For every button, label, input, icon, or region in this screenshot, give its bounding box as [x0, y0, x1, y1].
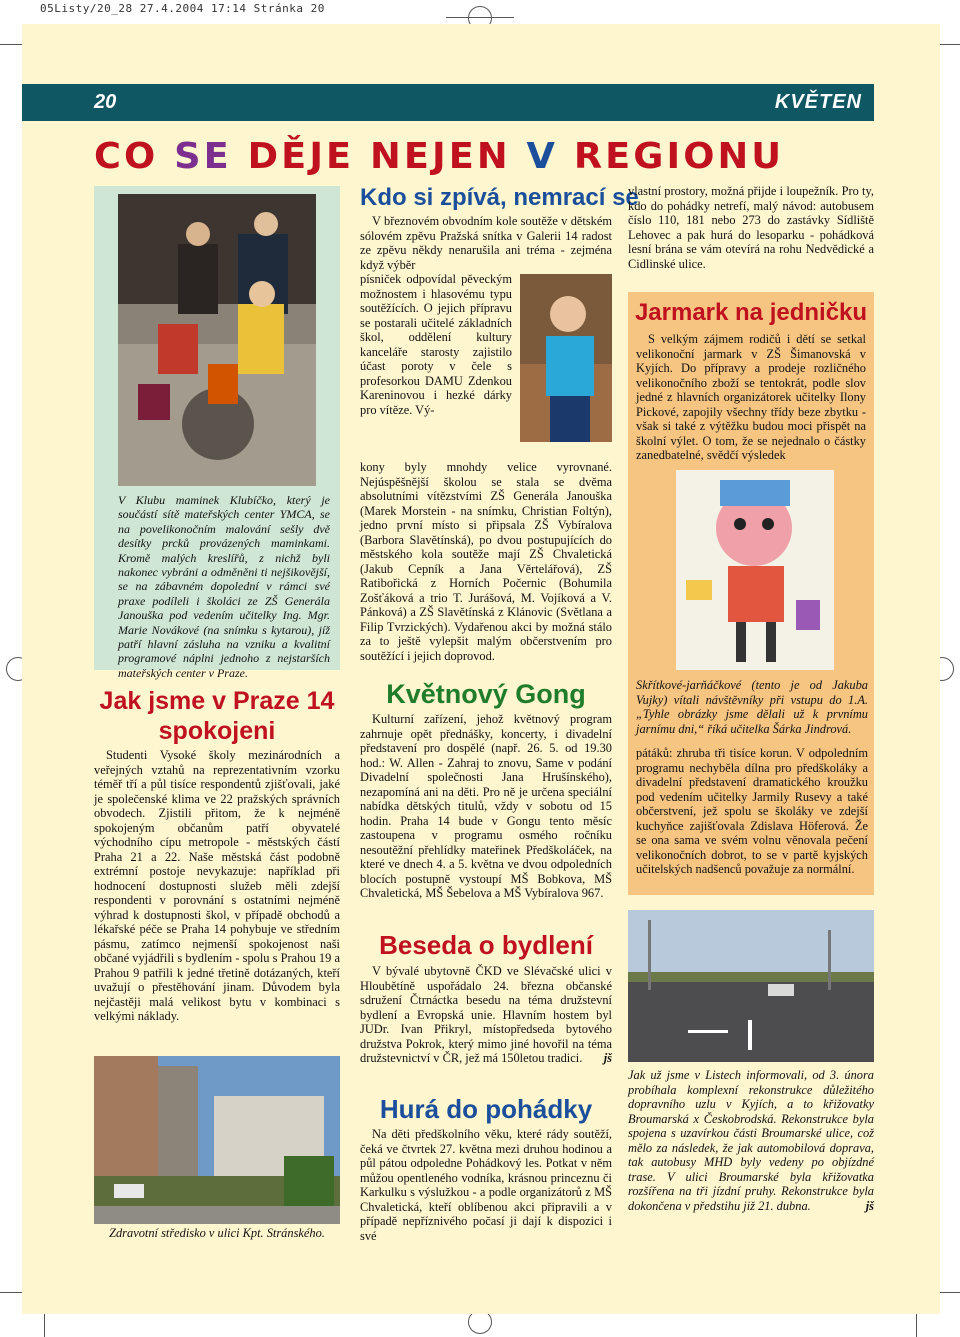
author-signature: jš: [603, 1051, 612, 1065]
photo-health-centre: [94, 1056, 340, 1224]
article-body: [360, 214, 612, 272]
article-title: Jak jsme v Praze 14 spokojeni: [99, 687, 335, 745]
banner-word: REGIONU: [573, 136, 785, 177]
banner-word: CO: [94, 136, 175, 177]
article-paragraph: Studenti Vysoké školy mezinárodních a veřejných vztahů na reprezentativním vzorku téměř tří a půl tisíce respondentů zjišťovali, jaké je společenské klima ve 22 pražských správních obvodech. Zjistili přitom, že k nejméně spokojeným občanům patří obyvatelé východního cípu metropole - městských částí Praha 21 a 22. Naše městská část podobně extrémní postoje nevykazuje: například při hodnocení dostupnosti služeb měli zdejší respondenti v porovnání s ostatními nejméně výhrad k dostupnosti škol, v případě obchodů a lékařské péče se Praha 14 pohybuje ve středním pásmu, zatímco nejmenší spokojenost naši občané vyjádřili s bydlením - spolu s Prahou 19 a Prahou 9 patřili k jedné třetině dotázaných, kteří uvažují o přestěhování jinam. Důvodem byla nejčastěji malá velikost bytu v kombinaci s velkými náklady.: [94, 748, 340, 1023]
banner-word: NEJEN: [370, 136, 527, 177]
banner-word: V: [526, 136, 574, 177]
author-signature: jš: [865, 1198, 874, 1213]
article-paragraph: Kulturní zařízení, jehož květnový program zahrnuje opět přednášky, koncerty, i divadelní představení pro dospělé (např. 26. 5. od 19.30 hod.: W. Allen - Zahraj to znovu, Same v podání Divadelní společnosti Jana Hrušínského), nezapomíná ani na děti. Pro ně je určena speciální nabídka dětských titulů, vždy v sobotu od 15 hodin. Praha 14 bude v Gongu tento měsíc zastoupena v programu osmého ročníku nesoutěžní přehlídky mateřinek Předškoláček, na které ve dnech 4. a 5. května ve dvou odpoledních blocích postupně vystoupí MŠ Bobkova, MŠ Chvaletická, MŠ Šebelova a MŠ Vybíralova 967.: [360, 712, 612, 900]
article-paragraph: V březnovém obvodním kole soutěže v dětském sólovém zpěvu Pražská snítka v Galerii 14 radost ze zpěvu někdy nenarušila ani tréma - zejména když výběr: [360, 214, 612, 272]
photo-singer-boy: [520, 274, 612, 442]
article-paragraph: S velkým zájmem rodičů i dětí se setkal velikonoční jarmark v ZŠ Šimanovská v Kyjích. Do přípravy a prodeje rozličného velikonočního zboží se tentokrát, podle slov jedné z hlavních organizátorek učitelky Ilony Pickové, zapojily všechny třídy beze zbytku - však si také z výtěžku budou moci přispět na školní výlet. O tom, že se nejednalo o částky zanedbatelné, svědčí výsledek: [636, 332, 866, 462]
article-title: Jarmark na jedničku: [634, 299, 868, 326]
photo-child-drawing: [676, 470, 834, 670]
crop-mark: [446, 17, 514, 18]
article-title: Kdo si zpívá, nemrací se: [360, 184, 639, 211]
article-body: [360, 712, 612, 901]
photo2-caption: Zdravotní středisko v ulici Kpt. Stránského.: [109, 1226, 325, 1240]
photo1-caption: V Klubu maminek Klubíčko, který je součástí sítě mateřských center YMCA, se na povelikonočním malování sešly dvě desítky prcků provázených maminkami. Kromě malých kreslířů, z nichž byli nakonec vybráni a odměněni ti nejšikovější, se na zábavném dopolední v rámci své praxe podíleli i školáci ze ZŠ Generála Janouška pod vedením učitelky Ing. Mgr. Marie Novákové (na snímku s kytarou), jíž patří hlavní zásluha na vzniku a kvalitní programové náplni jednoho z nejstarších mateřských center v Praze.: [118, 493, 330, 680]
article-title: Květnový Gong: [386, 679, 586, 709]
article-body-wrap: písniček odpovídal pěveckým možnostem i hlasovému typu soutěžících. O jejich přípravu se postarali učitelé základních škol, oddělení kultury kanceláře starosty zajistilo účast poroty v čele s profesorkou DAMU Zdenkou Kareninovou i hezké dárky pro vítěze. Vý-: [360, 272, 512, 417]
drawing-caption: Skřítkové-jarňáčkové (tento je od Jakuba Vujky) vítali návštěvníky při vstupu do 1.A. „Tyhle obrázky jsme dělali už k prvnímu jarnímu dni,“ říká učitelka Šárka Jindrová.: [636, 678, 868, 736]
article-paragraph: Na děti předškolního věku, které rády soutěží, čeká ve čtvrtek 27. května mezi druhou hodinou a půl pátou odpoledne Pohádkový les. Potkat v něm můžou opentleného vodníka, krásnou princeznu či Karkulku s výslužkou - a podle organizátorů z MŠ Chvaletická, kteří oblíbenou akci připravili a v případě nepříznivého počasí ji dají k dispozici i své: [360, 1127, 612, 1243]
month-label: KVĚTEN: [774, 91, 862, 113]
article-body: [360, 964, 612, 1066]
print-slug: 05Listy/20_28 27.4.2004 17:14 Stránka 20: [40, 2, 325, 15]
section-banner: [94, 136, 890, 176]
article-continuation: vlastní prostory, možná přijde i loupežník. Pro ty, kdo do pohádky netrefí, malý návod: autobusem číslo 110, 181 nebo 273 do zastávky Sídliště Lehovec a pak hurá do lesoparku - pohádková lesní brána se vám otevírá na rohu Nedvědické a Cidlinské ulice.: [628, 184, 874, 271]
page-number: 20: [94, 91, 117, 113]
banner-word: SE: [174, 136, 248, 177]
article-body: [636, 332, 866, 463]
article-body: [94, 748, 340, 1024]
photo3-caption-text: Jak už jsme v Listech informovali, od 3. února probíhala komplexní rekonstrukce důležitého dopravního uzlu v Kyjích, a to křižovatky Broumarská x Českobrodská. Rekonstrukce byla spojena s uzavírkou části Broumarské ulice, což mělo za následek, že jak automobilová doprava, tak autobusy MHD byly vedeny po objízdné trase. V ulici Broumarské byla křižovatka rozšířena na tři jízdní pruhy. Rekonstrukce byla dokončena v předstihu již 21. dubna.: [628, 1068, 874, 1213]
article-title: Hurá do pohádky: [379, 1094, 593, 1124]
article-body: [360, 1127, 612, 1243]
header-bar: [22, 84, 874, 121]
article-title: Beseda o bydlení: [379, 930, 593, 960]
article-paragraph: [360, 964, 612, 1066]
photo-children-drawing: [118, 194, 316, 486]
article-body-cont: pátáků: zhruba tři tisíce korun. V odpoledním programu nechyběla dílna pro předškoláky a divadelní představení dramatického kroužku pod vedením učitelky Jarmily Rusevy a také občerstvení, jež spolu se školáky ve zdejší kuchyňce zajišťovala Zdislava Höferová. Že se ona sama ve svém volnu věnovala pečení velikonočních dobrot, to se v partě kyjských učitelských nadšenců považuje za normální.: [636, 746, 868, 876]
article-text: V bývalé ubytovně ČKD ve Slévačské ulici v Hloubětíně uspořádalo 24. března občanské sdružení Čtrnáctka besedu na téma družstevní bydlení a Evropská unie. Hlavním hostem byl JUDr. Ivan Přikryl, místopředseda bytového družstva Pokrok, který mimo jiné hovořil na téma družstevnictví v ČR, jež má 150letou tradici.: [360, 964, 612, 1065]
photo3-caption: [628, 1068, 874, 1213]
banner-word: DĚJE: [247, 136, 371, 177]
photo-crossroads: [628, 910, 874, 1062]
article-body-cont: kony byly mnohdy velice vyrovnané. Nejúspěšnější školou se stala se dvěma absolutními vítězstvími ZŠ Generála Janouška (Marek Morstein - na snímku, Christian Foltýn), jedno první místo si připsala ZŠ Vybíralova (Barbora Slavětínská), po dvou postupujících do městského kola soutěže mají ZŠ Chvaletická (Jakub Cepník a Jana Věrtelářová), ZŠ Ratibořická z Horních Počernic (Bohumila Zošťáková a trio T. Jurášová, M. Vojíková a V. Pánková) a ZŠ Slavětínská z Klánovic (Světlana a Filip Tvrzických). Vydařenou akci by možná stálo za to ještě vylepšit malým občerstvením pro soutěžící i jejich doprovod.: [360, 460, 612, 663]
